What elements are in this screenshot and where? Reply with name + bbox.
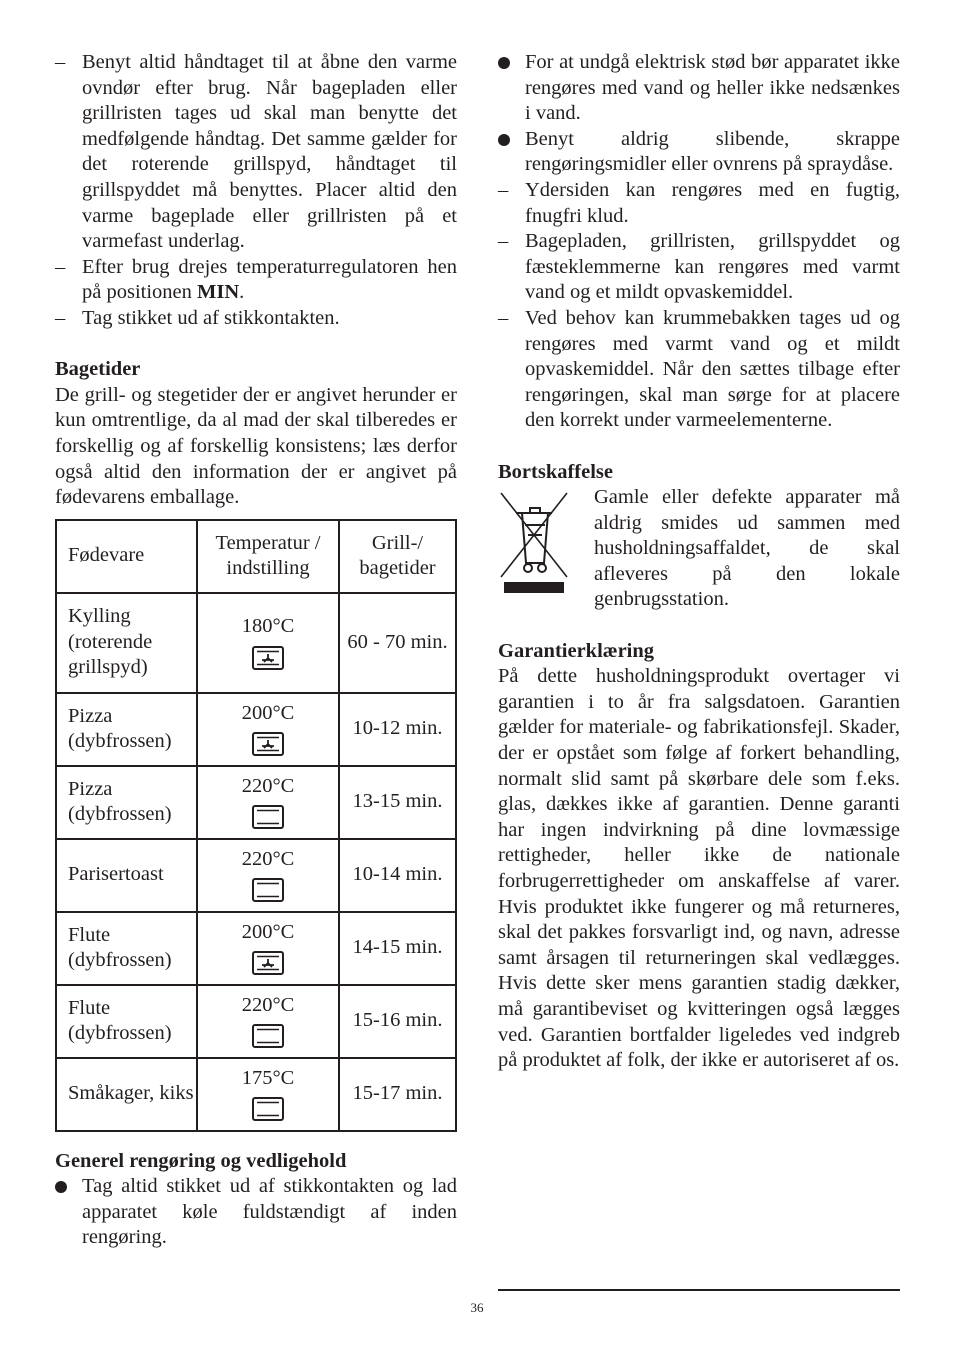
disposal-block (498, 485, 900, 613)
list-item (498, 50, 900, 127)
bullet-icon (498, 127, 518, 154)
item-text: Tag stikket ud af stikkontakten. (82, 306, 340, 329)
list-item (55, 50, 457, 255)
table-row (56, 693, 456, 766)
list-item (498, 306, 900, 434)
weee-bin-icon (498, 485, 570, 613)
temperature-value: 220°C (241, 993, 295, 1016)
table-row (56, 839, 456, 912)
time-cell: 15-16 min. (339, 985, 456, 1058)
cleaning-heading: Generel rengøring og vedligehold (55, 1149, 347, 1172)
temperature-cell (197, 985, 339, 1058)
time-cell: 10-12 min. (339, 693, 456, 766)
bullet-icon (498, 50, 518, 77)
item-text: Ved behov kan krummebakken tages ud og rengøres med varmt vand og et mildt opvaskemiddel. Når den sættes tilbage efter rengøringen, skal man sørge for at placere den korrekt under varmeelementerne. (525, 306, 900, 432)
top-bottom-heat-icon (251, 877, 285, 903)
food-cell: Kylling (roterende grillspyd) (56, 593, 197, 693)
rotisserie-oven-icon (251, 645, 285, 671)
disposal-heading: Bortskaffelse (498, 460, 614, 483)
item-text: For at undgå elektrisk stød bør apparatet ikke rengøres med vand og heller ikke nedsænkes i vand. (525, 51, 900, 125)
food-cell: Pizza (dybfrossen) (56, 766, 197, 839)
bagetider-heading: Bagetider (55, 358, 141, 381)
food-cell: Flute (dybfrossen) (56, 985, 197, 1058)
time-cell: 60 - 70 min. (339, 593, 456, 693)
table-header-row (56, 520, 456, 593)
dash-marker: – (498, 230, 509, 253)
dash-marker: – (55, 306, 66, 329)
min-position: MIN (197, 281, 240, 304)
time-cell: 15-17 min. (339, 1058, 456, 1131)
temperature-value: 180°C (241, 615, 295, 638)
right-column (498, 50, 900, 1074)
temperature-cell (197, 593, 339, 693)
warranty-text: På dette husholdningsprodukt overtager vi garantien i to år fra salgsdatoen. Garantien gælder for materiale- og fabrikationsfejl. Skader, der er opstået som følge af forkert behandling, normalt slid samt på skørbare dele som f.eks. glas, dækkes ikke af garantien. Denne garanti har ingen indvirkning på dine lovmæssige rettigheder, heller ikke de nationale forbrugerrettigheder om anskaffelse af varer. Hvis produktet ikke fungerer og må returneres, skal det pakkes forsvarligt ind, og navn, adresse samt årsagen til returneringen skal vedlægges. Hvis dette sker mens garantien stadig dækker, må garantibeviset og kvitteringen også lægges ved. Garantien bortfalder ligeledes ved indgreb på produktet af folk, der ikke er autoriseret af os. (498, 665, 900, 1072)
header-temperature: Temperatur / indstilling (197, 520, 339, 593)
item-text: Benyt altid håndtaget til at åbne den varme ovndør efter brug. Når bagepladen eller grillristen tages ud skal man benytte det medfølgende håndtag. Det samme gælder for det roterende grillspyd, håndtaget til grillspyddet må benyttes. Placer altid den varme bageplade eller grillristen på et varmefast underlag. (82, 51, 457, 253)
cleaning-list (498, 50, 900, 434)
warranty-heading: Garantierklæring (498, 639, 655, 662)
header-food: Fødevare (56, 520, 197, 593)
time-cell: 10-14 min. (339, 839, 456, 912)
disposal-text: Gamle eller defekte apparater må aldrig smides ud sammen med husholdningsaffaldet, de skal afleveres på den lokale genbrugsstation. (594, 486, 900, 611)
dash-marker: – (55, 51, 66, 73)
time-cell: 14-15 min. (339, 912, 456, 985)
dash-marker: – (498, 306, 509, 329)
food-cell: Småkager, kiks (56, 1058, 197, 1131)
dash-marker: – (498, 178, 509, 201)
left-column (55, 50, 457, 1251)
temperature-cell (197, 839, 339, 912)
temperature-cell (197, 912, 339, 985)
bullet-icon (55, 1174, 75, 1201)
top-bottom-heat-icon (251, 804, 285, 830)
food-cell: Pizza (dybfrossen) (56, 693, 197, 766)
rotisserie-oven-icon (251, 731, 285, 757)
list-item (55, 255, 457, 306)
list-item (55, 306, 457, 332)
temperature-cell (197, 766, 339, 839)
top-bottom-heat-icon (251, 1023, 285, 1049)
temperature-value: 220°C (241, 774, 295, 797)
header-time: Grill-/ bagetider (339, 520, 456, 593)
table-row (56, 1058, 456, 1131)
item-text: Ydersiden kan rengøres med en fugtig, fnugfri klud. (525, 178, 900, 227)
food-cell: Parisertoast (56, 839, 197, 912)
temperature-value: 220°C (241, 847, 295, 870)
list-item (498, 178, 900, 229)
dash-marker: – (55, 255, 66, 278)
baking-times-table (55, 519, 457, 1132)
table-row (56, 912, 456, 985)
top-bottom-heat-icon (251, 1096, 285, 1122)
temperature-value: 175°C (241, 1066, 295, 1089)
table-row (56, 985, 456, 1058)
list-item (55, 1174, 457, 1251)
temperature-value: 200°C (241, 701, 295, 724)
bagetider-text: De grill- og stegetider der er angivet herunder er kun omtrentlige, da al mad der skal tilberedes er forskellig og af forskellig konsistens; læs derfor også altid den information der er angivet på fødevarens emballage. (55, 383, 457, 509)
temperature-cell (197, 693, 339, 766)
temperature-value: 200°C (241, 920, 295, 943)
temperature-cell (197, 1058, 339, 1131)
list-item (498, 127, 900, 178)
table-row (56, 593, 456, 693)
list-item (498, 229, 900, 306)
item-text: Benyt aldrig slibende, skrappe rengøringsmidler eller ovnrens på spraydåse. (525, 127, 900, 176)
footer-rule (498, 1289, 900, 1291)
time-cell: 13-15 min. (339, 766, 456, 839)
item-text: Bagepladen, grillristen, grillspyddet og fæsteklemmerne kan rengøres med varmt vand og et mildt opvaskemiddel. (525, 230, 900, 304)
rotisserie-oven-icon (251, 950, 285, 976)
item-text: Efter brug drejes temperaturregulatoren hen på positionen MIN. (82, 255, 457, 304)
food-cell: Flute (dybfrossen) (56, 912, 197, 985)
page-number: 36 (470, 1300, 484, 1315)
item-text: Tag altid stikket ud af stikkontakten og lad apparatet køle fuldstændigt af inden rengøring. (82, 1175, 457, 1249)
table-row (56, 766, 456, 839)
